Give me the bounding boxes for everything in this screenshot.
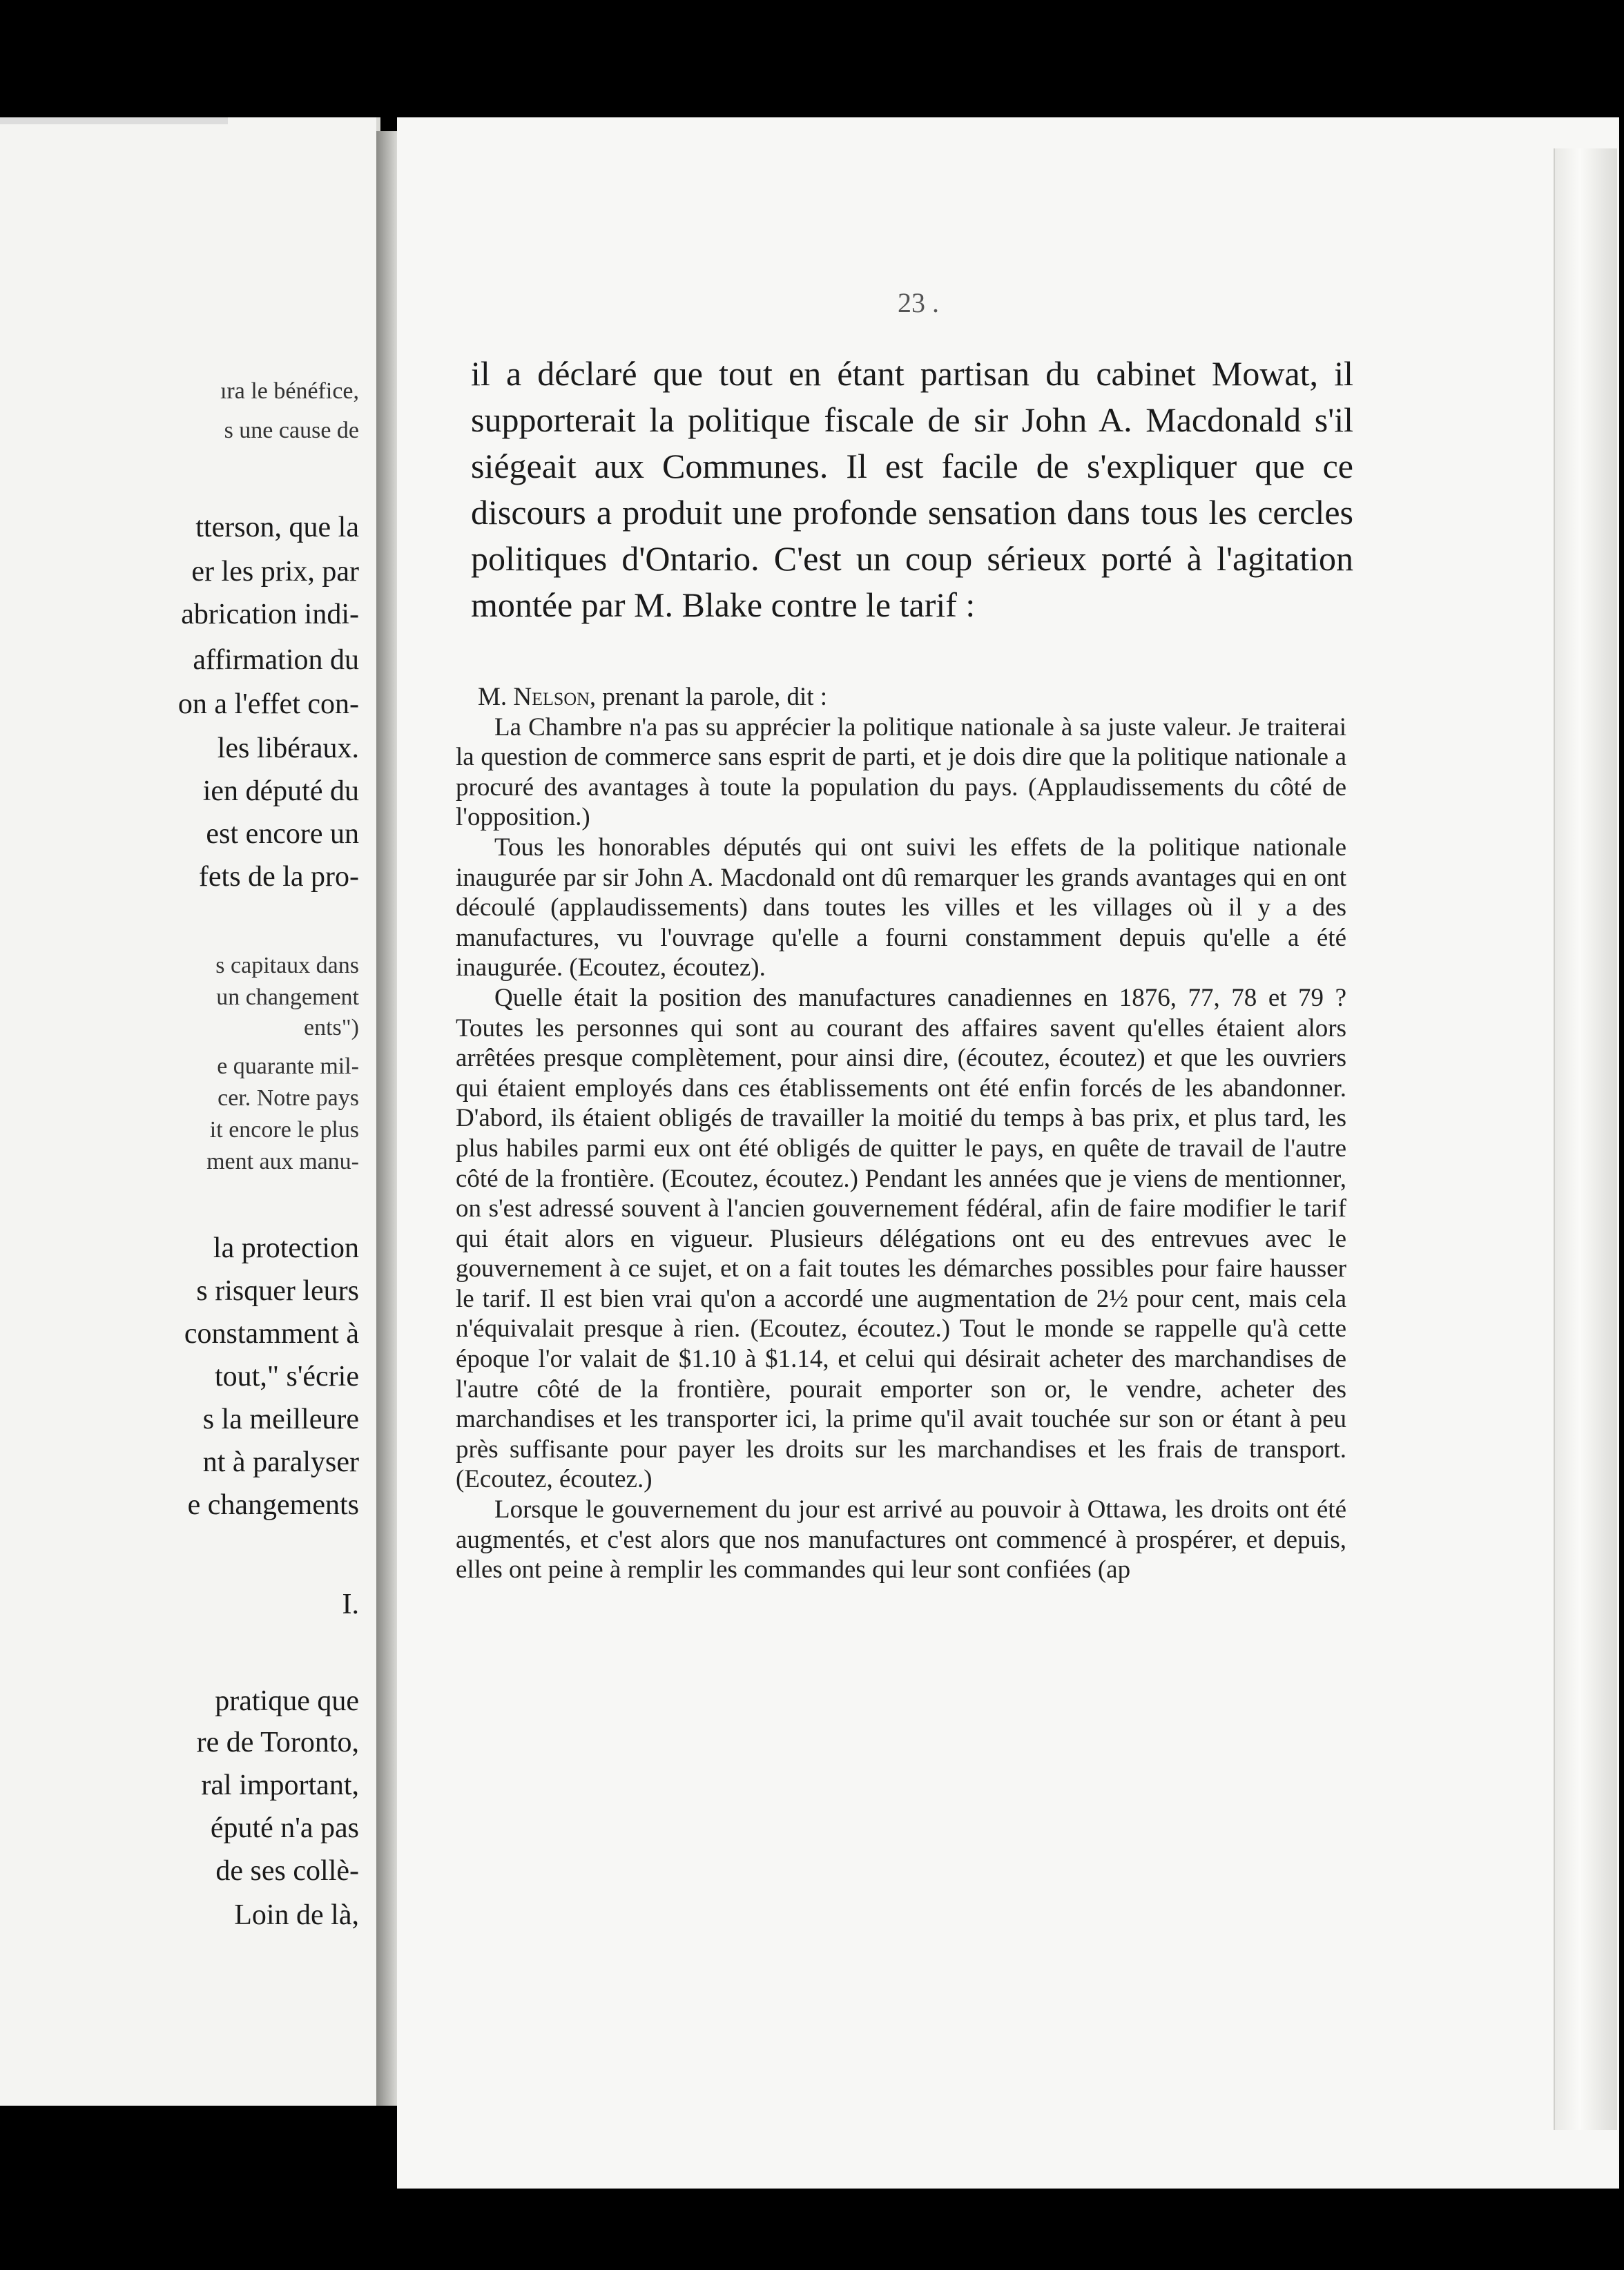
left-page-line: ıra le bénéfice, xyxy=(220,378,359,404)
speech-block xyxy=(456,682,1346,1585)
left-page-line: ien député du xyxy=(202,775,359,807)
left-page-line: on a l'effet con- xyxy=(177,688,359,720)
book-gutter xyxy=(376,131,397,2106)
left-page-line: tterson, que la xyxy=(195,512,359,543)
left-page-line: nt à paralyser xyxy=(202,1446,359,1478)
left-page-line: s la meilleure xyxy=(202,1404,359,1435)
left-page-line: e changements xyxy=(187,1489,359,1521)
left-page xyxy=(0,117,380,2106)
left-page-line: ents") xyxy=(304,1015,359,1040)
left-page-line: fets de la pro- xyxy=(198,861,359,893)
left-page-line: ral important, xyxy=(201,1769,359,1801)
left-page-line: re de Toronto, xyxy=(196,1727,359,1758)
left-page-line: ment aux manu- xyxy=(206,1149,359,1174)
speaker-intro: prenant la parole, dit : xyxy=(596,683,828,711)
left-page-line: e quarante mil- xyxy=(217,1054,359,1079)
left-page-line: un changement xyxy=(216,984,359,1010)
left-page-line: cer. Notre pays xyxy=(218,1085,359,1111)
speech-paragraph: La Chambre n'a pas su apprécier la politique nationale à sa juste valeur. Je traiterai la question de commerce sans esprit de parti, et je dois dire que la politique nationale a procuré des avantages à toute la population du pays. (Applaudissements du côté de l'opposition.) xyxy=(456,712,1346,832)
left-page-line: constamment à xyxy=(184,1318,359,1350)
page-number: 23 . xyxy=(898,287,939,318)
speaker-line xyxy=(456,682,1346,712)
left-page-line: s risquer leurs xyxy=(196,1275,359,1307)
left-page-line: les libéraux. xyxy=(217,733,359,764)
intro-text: il a déclaré que tout en étant partisan du cabinet Mowat, il supporterait la politique fiscale de sir John A. Macdonald s'il siégeait aux Communes. Il est facile de s'expliquer que ce discours a produit une profonde sensation dans tous les cercles politiques d'Ontario. C'est un coup sérieux porté à l'agitation montée par M. Blake contre le tarif : xyxy=(471,354,1353,624)
left-page-line: er les prix, par xyxy=(191,556,359,588)
left-page-line: s capitaux dans xyxy=(215,953,359,978)
left-page-line: it encore le plus xyxy=(209,1117,359,1143)
speech-paragraph: Lorsque le gouvernement du jour est arrivé au pouvoir à Ottawa, les droits ont été augmentés, et c'est alors que nos manufactures ont commencé à prospérer, et depuis, elles ont peine à remplir les commandes qui leur sont confiées (ap xyxy=(456,1495,1346,1584)
left-page-line: la protection xyxy=(213,1232,359,1264)
speaker-name: M. Nelson, xyxy=(478,683,597,711)
left-page-line: de ses collè- xyxy=(215,1855,359,1887)
intro-paragraph xyxy=(471,351,1353,628)
speech-paragraph: Tous les honorables députés qui ont suivi les effets de la politique nationale inaugurée par sir John A. Macdonald ont dû remarquer les grands avantages qui en ont découlé (applaudissements) dans toutes les villes et les villages où il y a des manufactures, vu l'ouvrage qu'elle a fourni constamment depuis qu'elle a été inaugurée. (Ecoutez, écoutez). xyxy=(456,833,1346,982)
left-page-edge xyxy=(0,117,228,124)
speech-paragraph: Quelle était la position des manufactures canadiennes en 1876, 77, 78 et 79 ? Toutes les personnes qui sont au courant des affaires savent qu'elles étaient alors arrêtées presque complètement, pour ainsi dire, (écoutez, écoutez) et que les ouvriers qui étaient employés dans ces établissements ont été enfin forcés de les abandonner. D'abord, ils étaient obligés de travailler la moitié du temps à bas prix, et plus tard, les plus habiles parmi eux ont été obligés de quitter le pays, en quête de travail de l'autre côté de la frontière. (Ecoutez, écoutez.) Pendant les années que je viens de mentionner, on s'est adressé souvent à l'ancien gouvernement fédéral, afin de faire modifier le tarif qui était alors en vigueur. Plusieurs délégations ont eu des entrevues avec le gouvernement à ce sujet, et on a fait toutes les démarches possibles pour faire hausser le tarif. Il est bien vrai qu'on a accordé une augmentation de 2½ pour cent, mais cela n'équivalait presque à rien. (Ecoutez, écoutez.) Tout le monde se rappelle qu'à cette époque l'or valait de $1.10 à $1.14, et celui qui désirait acheter des marchandises de l'autre côté de la frontière, pourait emporter son or, le vendre, acheter des marchandises et les transporter ici, la prime qu'il avait touchée sur son or étant à peu près suffisante pour payer les droits sur les marchandises et les frais de transport. (Ecoutez, écoutez.) xyxy=(456,983,1346,1494)
left-page-line: est encore un xyxy=(206,818,359,850)
page-edge-stack xyxy=(1554,148,1617,2130)
left-page-line: s une cause de xyxy=(224,418,359,443)
left-page-line: pratique que xyxy=(215,1685,359,1717)
left-page-line: I. xyxy=(342,1589,359,1620)
left-page-line: abrication indi- xyxy=(181,599,359,630)
left-page-line: éputé n'a pas xyxy=(210,1812,359,1844)
left-page-line: Loin de là, xyxy=(234,1899,359,1931)
left-page-line: tout," s'écrie xyxy=(215,1361,359,1393)
left-page-line: affirmation du xyxy=(193,644,359,676)
